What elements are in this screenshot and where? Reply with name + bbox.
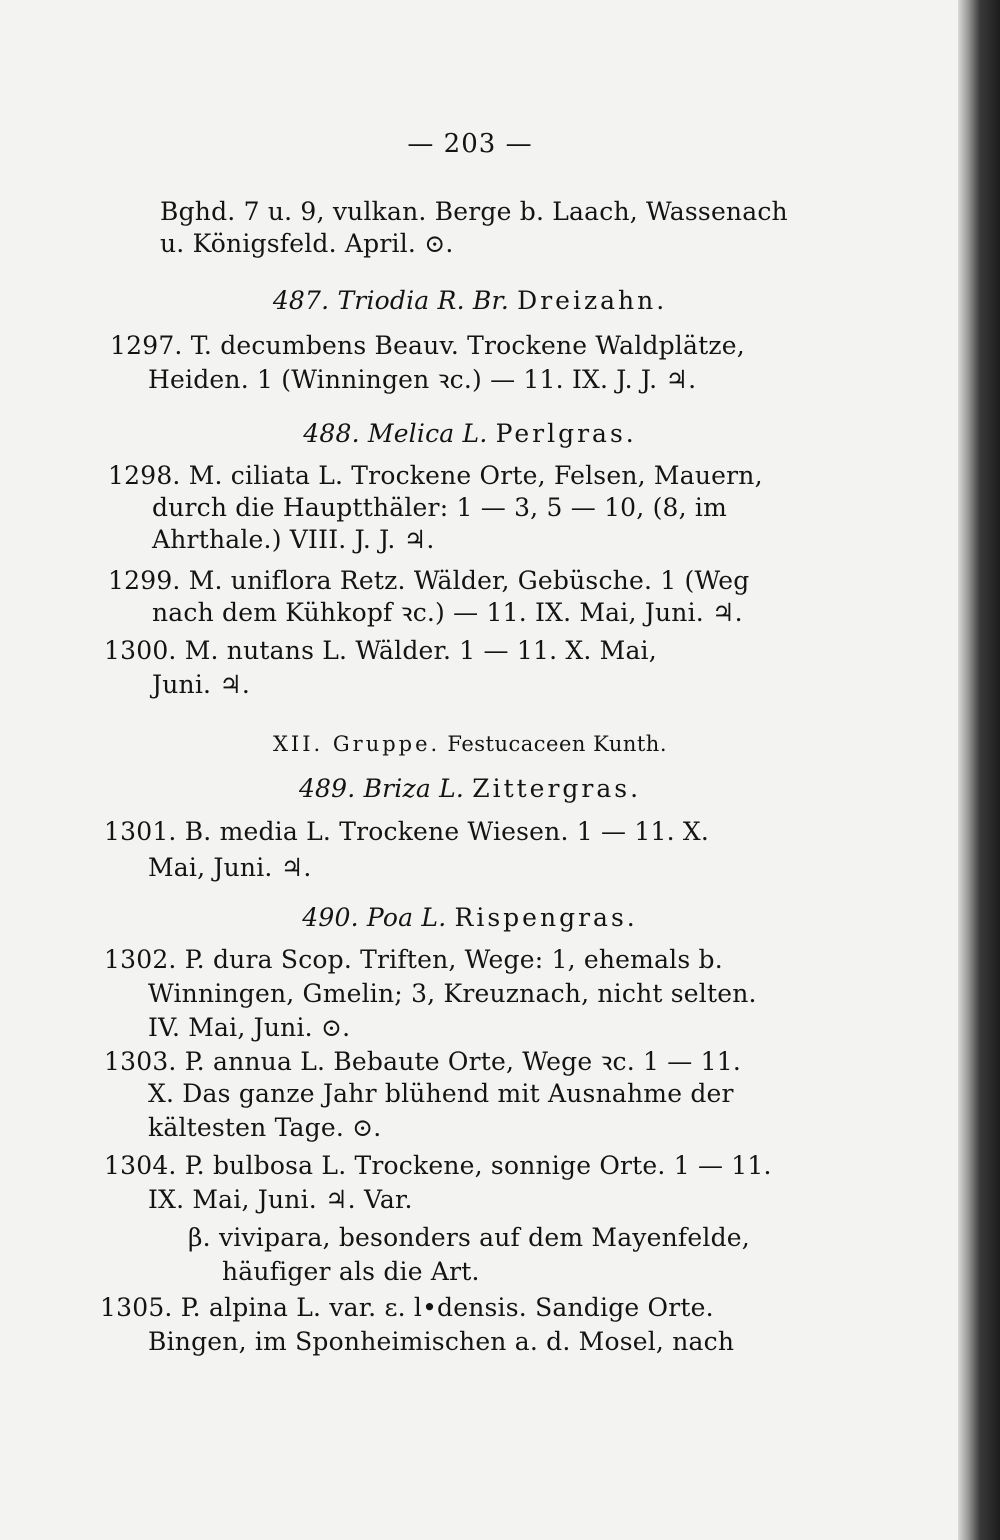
- genus-heading-487: [90, 285, 850, 317]
- text-line: IV. Mai, Juni. ⊙.: [148, 1013, 351, 1042]
- genus-number: 489.: [298, 774, 356, 803]
- text-line: durch die Hauptthäler: 1 — 3, 5 — 10, (8, im: [152, 493, 728, 522]
- genus-german-name: Rispengras.: [454, 903, 638, 932]
- text-line: X. Das ganze Jahr blühend mit Ausnahme der: [148, 1079, 734, 1108]
- genus-latin-name: Melica L.: [367, 419, 488, 448]
- entry-line: 1301. B. media L. Trockene Wiesen. 1 — 11. X.: [104, 817, 710, 846]
- genus-latin-name: Briza L.: [363, 774, 465, 803]
- text-line: u. Königsfeld. April. ⊙.: [160, 229, 454, 258]
- genus-heading-489: [90, 773, 850, 805]
- genus-latin-name: Triodia R. Br.: [337, 286, 509, 315]
- entry-line: 1303. P. annua L. Bebaute Orte, Wege ꝛc. 1 — 11.: [104, 1047, 741, 1076]
- entry-line: 1304. P. bulbosa L. Trockene, sonnige Orte. 1 — 11.: [104, 1151, 772, 1180]
- genus-number: 487.: [272, 286, 330, 315]
- entry-line: 1302. P. dura Scop. Triften, Wege: 1, ehemals b.: [104, 945, 723, 974]
- text-line: häufiger als die Art.: [222, 1257, 480, 1286]
- entry-line: 1299. M. uniflora Retz. Wälder, Gebüsche. 1 (Weg: [108, 566, 750, 595]
- group-name: Festucaceen Kunth.: [447, 732, 668, 756]
- entry-line: 1305. P. alpina L. var. ε. l•densis. Sandige Orte.: [100, 1293, 714, 1322]
- entry-line: 1297. T. decumbens Beauv. Trockene Waldplätze,: [110, 331, 745, 360]
- text-line: Bghd. 7 u. 9, vulkan. Berge b. Laach, Wassenach: [160, 197, 788, 226]
- text-line: Ahrthale.) VIII. J. J. ♃.: [152, 525, 435, 554]
- genus-heading-488: [90, 418, 850, 450]
- text-line: kältesten Tage. ⊙.: [148, 1113, 382, 1142]
- genus-heading-490: [90, 902, 850, 934]
- genus-german-name: Dreizahn.: [517, 286, 668, 315]
- text-line: Juni. ♃.: [152, 670, 251, 699]
- text-line: Winningen, Gmelin; 3, Kreuznach, nicht selten.: [148, 979, 757, 1008]
- text-line: Mai, Juni. ♃.: [148, 853, 312, 882]
- group-heading: [90, 728, 850, 760]
- genus-latin-name: Poa L.: [366, 903, 447, 932]
- text-line: Heiden. 1 (Winningen ꝛc.) — 11. IX. J. J. ♃.: [148, 365, 697, 394]
- genus-german-name: Zittergras.: [472, 774, 642, 803]
- book-binding-edge: [958, 0, 1000, 1540]
- genus-number: 490.: [302, 903, 359, 932]
- text-line: Bingen, im Sponheimischen a. d. Mosel, nach: [148, 1327, 735, 1356]
- entry-line: 1298. M. ciliata L. Trockene Orte, Felsen, Mauern,: [108, 461, 763, 490]
- genus-german-name: Perlgras.: [495, 419, 637, 448]
- text-line: IX. Mai, Juni. ♃. Var.: [148, 1185, 413, 1214]
- genus-number: 488.: [303, 419, 360, 448]
- page-number: — 203 —: [407, 129, 533, 159]
- text-line: nach dem Kühkopf ꝛc.) — 11. IX. Mai, Juni. ♃.: [152, 598, 743, 627]
- entry-line: 1300. M. nutans L. Wälder. 1 — 11. X. Mai,: [104, 636, 657, 665]
- variety-line: β. vivipara, besonders auf dem Mayenfelde,: [188, 1223, 750, 1252]
- group-label: XII. Gruppe.: [272, 732, 441, 756]
